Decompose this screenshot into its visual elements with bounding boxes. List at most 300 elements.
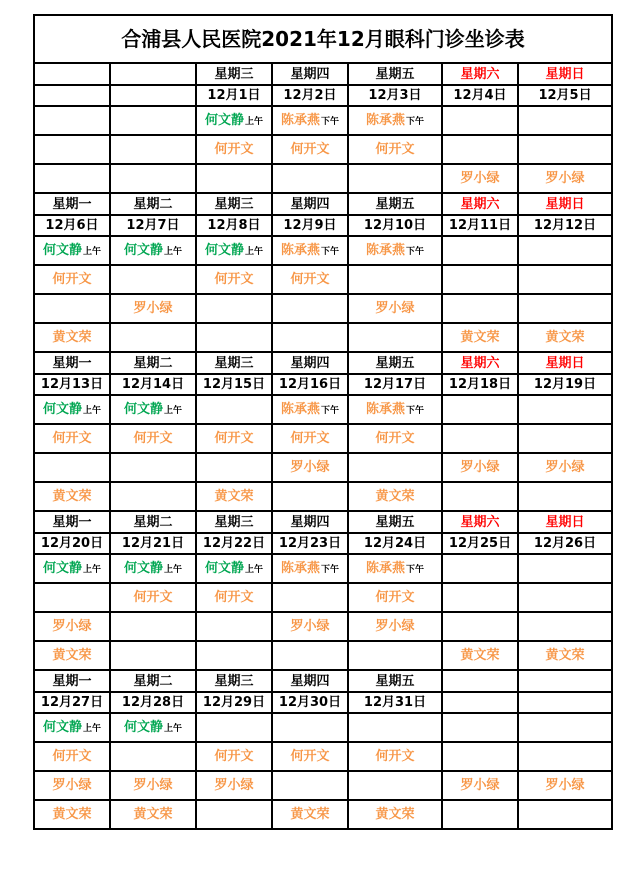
session-note: 上午 [83,247,102,257]
weekday-cell: 星期三 [196,193,272,215]
date-row [34,215,612,236]
doctor-name: 黄文荣 [375,489,415,504]
doctor-name: 何开文 [214,431,254,446]
slot-cell [442,713,518,742]
date-cell: 12月14日 [110,374,196,395]
doctor-name: 黄文荣 [52,330,92,345]
slot-cell [348,742,442,771]
slot-cell [34,554,110,583]
slot-cell [34,641,110,670]
doctor-slot-row [34,583,612,612]
doctor-slot-row [34,554,612,583]
doctor-slot-row [34,236,612,265]
slot-cell [442,135,518,164]
weekday-cell: 星期三 [196,670,272,692]
slot-cell [34,164,110,193]
doctor-name: 何开文 [290,272,330,287]
weekday-cell: 星期三 [196,511,272,533]
slot-cell [196,482,272,511]
slot-cell [110,323,196,352]
slot-cell [110,135,196,164]
slot-cell [518,612,612,641]
slot-cell [34,294,110,323]
slot-cell [196,395,272,424]
doctor-slot-row [34,453,612,482]
slot-cell [196,106,272,135]
date-cell: 12月26日 [518,533,612,554]
slot-cell [34,612,110,641]
date-cell [110,85,196,106]
slot-cell [110,554,196,583]
doctor-slot-row [34,135,612,164]
session-note: 下午 [321,406,340,416]
weekday-cell: 星期三 [196,63,272,85]
slot-cell [110,424,196,453]
doctor-slot-row [34,742,612,771]
slot-cell [196,265,272,294]
date-cell: 12月5日 [518,85,612,106]
doctor-name: 黄文荣 [133,807,173,822]
slot-cell [442,424,518,453]
slot-cell [348,135,442,164]
slot-cell [272,424,348,453]
doctor-slot-row [34,323,612,352]
doctor-name: 陈承燕 [365,113,405,128]
slot-cell [348,554,442,583]
doctor-name: 何开文 [52,431,92,446]
doctor-name: 黄文荣 [460,330,500,345]
session-note: 上午 [245,565,264,575]
date-cell: 12月23日 [272,533,348,554]
slot-cell [110,482,196,511]
doctor-name: 何文静 [42,243,82,258]
session-note: 下午 [406,247,425,257]
slot-cell [196,424,272,453]
date-cell: 12月29日 [196,692,272,713]
slot-cell [196,612,272,641]
doctor-name: 黄文荣 [52,807,92,822]
weekday-cell [442,670,518,692]
doctor-name: 黄文荣 [52,648,92,663]
session-note: 下午 [406,117,425,127]
slot-cell [442,800,518,829]
slot-cell [348,453,442,482]
doctor-name: 何文静 [42,720,82,735]
page-title: 合浦县人民医院2021年12月眼科门诊坐诊表 [34,15,612,63]
date-cell: 12月16日 [272,374,348,395]
slot-cell [518,395,612,424]
slot-cell [272,453,348,482]
slot-cell [348,482,442,511]
slot-cell [442,323,518,352]
doctor-name: 罗小绿 [460,171,500,186]
slot-cell [110,236,196,265]
slot-cell [518,800,612,829]
slot-cell [442,742,518,771]
slot-cell [518,554,612,583]
weekday-cell: 星期五 [348,352,442,374]
doctor-name: 黄文荣 [290,807,330,822]
doctor-slot-row [34,294,612,323]
doctor-name: 陈承燕 [280,561,320,576]
slot-cell [34,236,110,265]
slot-cell [518,424,612,453]
slot-cell [34,453,110,482]
date-cell: 12月13日 [34,374,110,395]
doctor-name: 罗小绿 [375,301,415,316]
date-row [34,533,612,554]
doctor-name: 陈承燕 [280,402,320,417]
slot-cell [110,265,196,294]
weekday-cell: 星期二 [110,193,196,215]
weekday-cell: 星期一 [34,511,110,533]
slot-cell [272,135,348,164]
slot-cell [442,612,518,641]
slot-cell [196,641,272,670]
slot-cell [348,713,442,742]
doctor-name: 何文静 [204,113,244,128]
date-row [34,85,612,106]
date-cell [518,692,612,713]
session-note: 上午 [83,406,102,416]
doctor-name: 何开文 [214,590,254,605]
doctor-name: 罗小绿 [290,619,330,634]
slot-cell [272,713,348,742]
doctor-name: 罗小绿 [133,778,173,793]
slot-cell [518,482,612,511]
slot-cell [348,236,442,265]
slot-cell [34,583,110,612]
slot-cell [442,236,518,265]
date-cell: 12月25日 [442,533,518,554]
date-cell: 12月22日 [196,533,272,554]
doctor-name: 何开文 [375,590,415,605]
doctor-name: 黄文荣 [375,807,415,822]
slot-cell [196,554,272,583]
doctor-name: 黄文荣 [545,648,585,663]
slot-cell [442,771,518,800]
doctor-slot-row [34,771,612,800]
slot-cell [272,294,348,323]
slot-cell [196,294,272,323]
doctor-name: 罗小绿 [460,778,500,793]
weekday-header-row [34,511,612,533]
slot-cell [518,106,612,135]
doctor-slot-row [34,641,612,670]
doctor-name: 陈承燕 [365,243,405,258]
slot-cell [518,164,612,193]
date-cell: 12月10日 [348,215,442,236]
slot-cell [196,583,272,612]
session-note: 上午 [164,724,183,734]
doctor-name: 何开文 [52,749,92,764]
slot-cell [348,294,442,323]
weekday-cell: 星期六 [442,511,518,533]
slot-cell [110,294,196,323]
doctor-name: 罗小绿 [545,171,585,186]
weekday-cell: 星期一 [34,352,110,374]
weekday-cell: 星期五 [348,511,442,533]
title-row [34,15,612,63]
session-note: 下午 [406,565,425,575]
doctor-name: 何文静 [123,243,163,258]
weekday-cell: 星期四 [272,193,348,215]
doctor-name: 罗小绿 [545,778,585,793]
slot-cell [34,424,110,453]
date-cell: 12月24日 [348,533,442,554]
slot-cell [518,583,612,612]
doctor-name: 黄文荣 [214,489,254,504]
schedule-table [33,14,613,830]
doctor-name: 陈承燕 [280,243,320,258]
doctor-slot-row [34,106,612,135]
doctor-name: 何开文 [214,272,254,287]
slot-cell [34,323,110,352]
weekday-cell: 星期六 [442,352,518,374]
session-note: 上午 [83,565,102,575]
doctor-name: 黄文荣 [460,648,500,663]
date-cell: 12月8日 [196,215,272,236]
doctor-name: 何开文 [214,142,254,157]
slot-cell [272,482,348,511]
session-note: 上午 [164,247,183,257]
slot-cell [518,453,612,482]
slot-cell [442,482,518,511]
date-cell [34,85,110,106]
doctor-name: 罗小绿 [375,619,415,634]
doctor-name: 罗小绿 [290,460,330,475]
doctor-slot-row [34,612,612,641]
slot-cell [110,164,196,193]
slot-cell [348,323,442,352]
slot-cell [518,641,612,670]
slot-cell [348,583,442,612]
doctor-name: 陈承燕 [365,402,405,417]
slot-cell [442,106,518,135]
slot-cell [348,800,442,829]
slot-cell [442,395,518,424]
slot-cell [348,265,442,294]
slot-cell [196,800,272,829]
doctor-name: 何开文 [290,749,330,764]
slot-cell [110,742,196,771]
weekday-header-row [34,193,612,215]
date-cell: 12月17日 [348,374,442,395]
slot-cell [348,771,442,800]
doctor-slot-row [34,424,612,453]
doctor-name: 何文静 [204,243,244,258]
date-cell: 12月12日 [518,215,612,236]
slot-cell [196,742,272,771]
weekday-cell: 星期六 [442,63,518,85]
doctor-name: 何文静 [123,402,163,417]
weekday-cell [110,63,196,85]
date-cell: 12月30日 [272,692,348,713]
slot-cell [518,135,612,164]
slot-cell [196,771,272,800]
slot-cell [110,612,196,641]
doctor-name: 何开文 [133,590,173,605]
doctor-name: 陈承燕 [280,113,320,128]
doctor-name: 罗小绿 [52,778,92,793]
date-cell: 12月28日 [110,692,196,713]
slot-cell [442,265,518,294]
slot-cell [196,236,272,265]
doctor-name: 罗小绿 [460,460,500,475]
session-note: 上午 [83,724,102,734]
doctor-name: 黄文荣 [545,330,585,345]
date-cell: 12月27日 [34,692,110,713]
slot-cell [110,453,196,482]
slot-cell [348,612,442,641]
slot-cell [518,713,612,742]
slot-cell [34,771,110,800]
slot-cell [110,583,196,612]
session-note: 下午 [321,247,340,257]
doctor-slot-row [34,713,612,742]
slot-cell [518,294,612,323]
slot-cell [518,742,612,771]
doctor-slot-row [34,265,612,294]
weekday-cell: 星期一 [34,670,110,692]
slot-cell [34,395,110,424]
session-note: 上午 [245,117,264,127]
date-cell: 12月11日 [442,215,518,236]
session-note: 上午 [164,406,183,416]
weekday-cell [518,670,612,692]
date-cell: 12月6日 [34,215,110,236]
doctor-name: 何开文 [290,431,330,446]
weekday-cell: 星期四 [272,63,348,85]
doctor-name: 罗小绿 [133,301,173,316]
weekday-cell: 星期二 [110,511,196,533]
slot-cell [196,453,272,482]
slot-cell [34,106,110,135]
weekday-cell [34,63,110,85]
slot-cell [272,265,348,294]
doctor-name: 何开文 [290,142,330,157]
slot-cell [34,713,110,742]
doctor-name: 何开文 [133,431,173,446]
slot-cell [34,742,110,771]
weekday-cell: 星期一 [34,193,110,215]
doctor-name: 何文静 [204,561,244,576]
slot-cell [34,135,110,164]
doctor-name: 黄文荣 [52,489,92,504]
slot-cell [196,323,272,352]
slot-cell [272,800,348,829]
slot-cell [272,583,348,612]
slot-cell [348,424,442,453]
weekday-cell: 星期四 [272,670,348,692]
doctor-name: 何文静 [42,561,82,576]
slot-cell [34,482,110,511]
doctor-name: 何开文 [375,749,415,764]
weekday-cell: 星期二 [110,670,196,692]
doctor-slot-row [34,800,612,829]
doctor-name: 何开文 [375,431,415,446]
date-row [34,374,612,395]
doctor-slot-row [34,482,612,511]
slot-cell [442,641,518,670]
slot-cell [34,800,110,829]
slot-cell [272,106,348,135]
slot-cell [442,294,518,323]
doctor-name: 罗小绿 [545,460,585,475]
weekday-cell: 星期日 [518,63,612,85]
date-cell: 12月15日 [196,374,272,395]
weekday-header-row [34,63,612,85]
date-cell: 12月18日 [442,374,518,395]
doctor-name: 何开文 [375,142,415,157]
slot-cell [518,323,612,352]
date-cell: 12月20日 [34,533,110,554]
slot-cell [110,800,196,829]
slot-cell [272,395,348,424]
slot-cell [272,554,348,583]
session-note: 下午 [406,406,425,416]
weekday-cell: 星期二 [110,352,196,374]
slot-cell [272,771,348,800]
date-cell: 12月31日 [348,692,442,713]
weekday-header-row [34,352,612,374]
slot-cell [442,453,518,482]
date-cell: 12月19日 [518,374,612,395]
slot-cell [518,265,612,294]
weekday-cell: 星期日 [518,511,612,533]
weekday-cell: 星期四 [272,352,348,374]
slot-cell [110,395,196,424]
date-cell [442,692,518,713]
slot-cell [518,236,612,265]
weekday-cell: 星期日 [518,352,612,374]
date-cell: 12月21日 [110,533,196,554]
doctor-name: 何文静 [42,402,82,417]
slot-cell [348,395,442,424]
slot-cell [272,164,348,193]
date-cell: 12月1日 [196,85,272,106]
session-note: 下午 [321,117,340,127]
slot-cell [272,236,348,265]
slot-cell [348,106,442,135]
doctor-slot-row [34,164,612,193]
slot-cell [110,106,196,135]
slot-cell [196,135,272,164]
slot-cell [272,641,348,670]
slot-cell [110,771,196,800]
slot-cell [348,164,442,193]
doctor-name: 何文静 [123,561,163,576]
slot-cell [518,771,612,800]
slot-cell [442,554,518,583]
slot-cell [110,713,196,742]
date-cell: 12月3日 [348,85,442,106]
slot-cell [272,323,348,352]
session-note: 上午 [245,247,264,257]
slot-cell [442,164,518,193]
weekday-cell: 星期五 [348,670,442,692]
doctor-name: 罗小绿 [52,619,92,634]
weekday-cell: 星期四 [272,511,348,533]
doctor-name: 何开文 [214,749,254,764]
slot-cell [272,742,348,771]
session-note: 上午 [164,565,183,575]
slot-cell [442,583,518,612]
date-cell: 12月4日 [442,85,518,106]
session-note: 下午 [321,565,340,575]
slot-cell [196,164,272,193]
weekday-cell: 星期六 [442,193,518,215]
